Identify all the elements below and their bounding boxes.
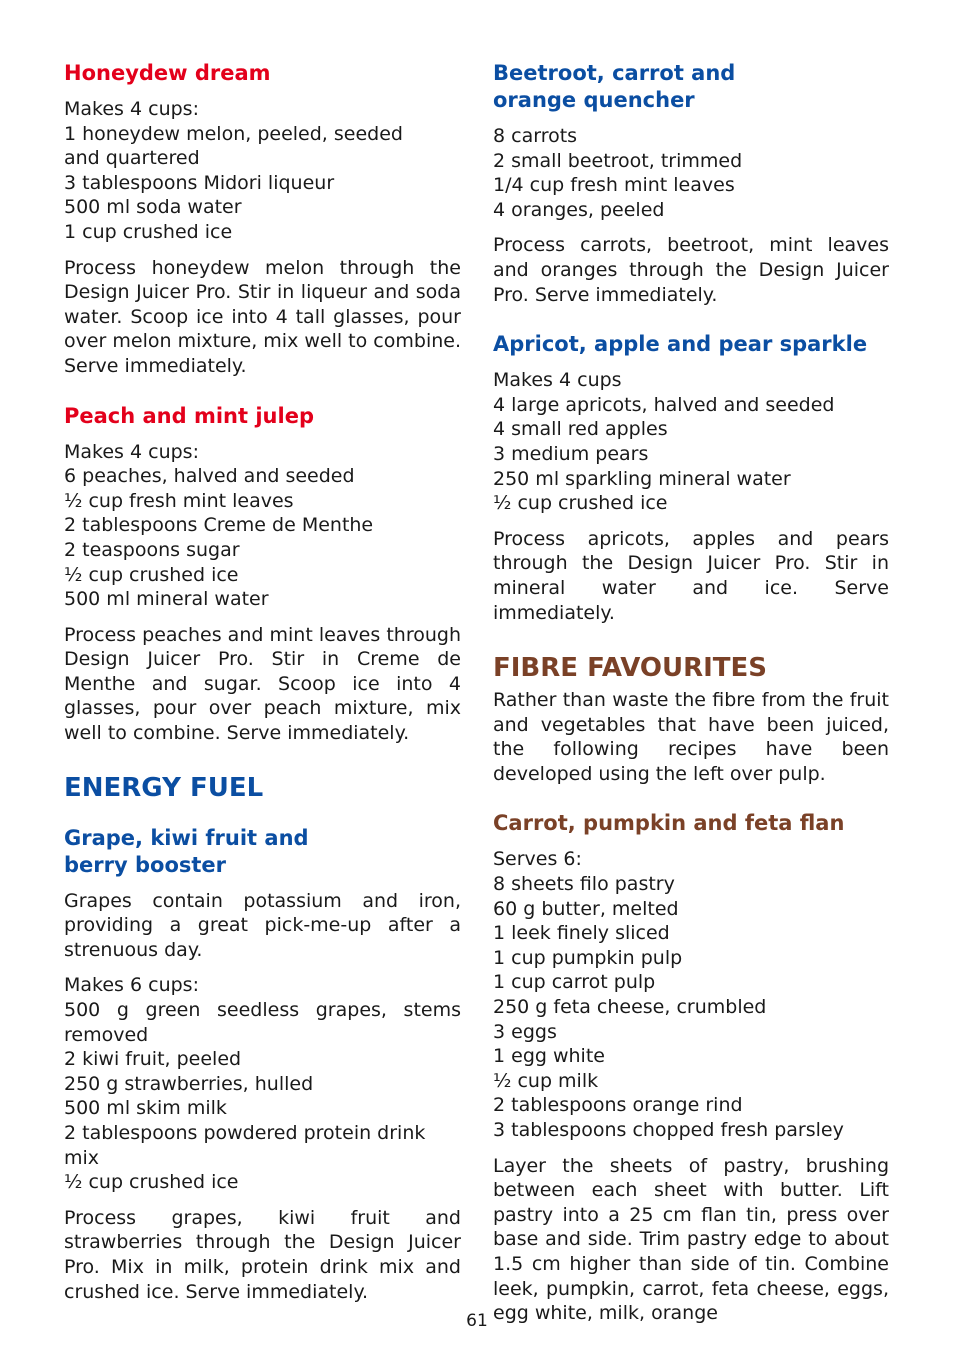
- ingredient-line: 500 ml skim milk: [64, 1097, 227, 1120]
- ingredient-line: Makes 6 cups:: [64, 974, 199, 997]
- ingredient-line: 2 tablespoons powdered protein drink mix: [64, 1122, 426, 1169]
- recipe-title-honeydew: Honeydew dream: [64, 61, 271, 85]
- ingredient-line: 500 ml mineral water: [64, 588, 269, 611]
- ingredient-line: 250 ml sparkling mineral water: [493, 467, 791, 490]
- recipe-title-grape: [64, 825, 461, 879]
- ingredient-line: 8 sheets filo pastry: [493, 873, 675, 896]
- ingredient-line: 2 teaspoons sugar: [64, 538, 240, 561]
- ingredients-apricot: [493, 368, 889, 516]
- intro-grape: Grapes contain potassium and iron, providing a great pick-me-up after a strenuous day.: [64, 889, 461, 961]
- ingredient-line: 1 leek finely sliced: [493, 922, 670, 945]
- ingredient-line: Serves 6:: [493, 848, 582, 871]
- ingredient-line: 6 peaches, halved and seeded: [64, 465, 355, 488]
- page-number: 61: [466, 1311, 488, 1331]
- ingredient-line: 3 tablespoons chopped fresh parsley: [493, 1119, 844, 1141]
- ingredient-line: 3 tablespoons Midori liqueur: [64, 171, 335, 194]
- ingredient-line: and quartered: [64, 147, 200, 170]
- recipe-title-apricot: Apricot, apple and pear sparkle: [493, 332, 868, 357]
- ingredient-line: ½ cup fresh mint leaves: [64, 489, 294, 512]
- method-grape: Process grapes, kiwi fruit and strawberries through the Design Juicer Pro. Mix in milk, protein drink mix and crushed ice. Serve immediately.: [64, 1206, 461, 1303]
- recipe-title-line: orange quencher: [493, 88, 695, 112]
- recipe-title-flan: Carrot, pumpkin and feta flan: [493, 811, 845, 836]
- recipe-title-beetroot: [493, 60, 889, 114]
- ingredient-line: 1 cup carrot pulp: [493, 971, 656, 994]
- ingredients-peach: [64, 440, 461, 612]
- ingredient-line: 2 kiwi fruit, peeled: [64, 1048, 242, 1071]
- ingredient-line: Makes 4 cups:: [64, 440, 199, 463]
- ingredient-line: 60 g butter, melted: [493, 897, 679, 920]
- method-peach: Process peaches and mint leaves through Design Juicer Pro. Stir in Creme de Menthe and sugar. Scoop ice into 4 glasses, pour over peach mixture, mix well to combine. Serve immediately.: [64, 623, 461, 745]
- method-flan: Layer the sheets of pastry, brushing between each sheet with butter. Lift pastry into a 25 cm flan tin, press over base and side. Trim pastry edge to about 1.5 cm higher than side of tin. Combine leek, pumpkin, carrot, feta cheese, eggs, egg white, milk, orange: [493, 1154, 889, 1325]
- ingredient-line: ½ cup crushed ice: [64, 563, 239, 586]
- ingredient-line: 500 ml soda water: [64, 196, 242, 219]
- right-column: [493, 60, 889, 1326]
- ingredient-line: ½ cup crushed ice: [64, 1171, 239, 1194]
- intro-fibre: Rather than waste the fibre from the fruit and vegetables that have been juiced, the following recipes have been developed using the left over pulp.: [493, 689, 889, 785]
- ingredient-line: 8 carrots: [493, 125, 578, 147]
- ingredient-line: 250 g strawberries, hulled: [64, 1072, 314, 1095]
- left-column: [64, 60, 461, 1304]
- recipe-title-line: Grape, kiwi fruit and: [64, 825, 309, 850]
- ingredient-line: 2 small beetroot, trimmed: [493, 149, 743, 172]
- ingredient-line: 1 cup crushed ice: [64, 220, 233, 243]
- method-apricot: Process apricots, apples and pears through the Design Juicer Pro. Stir in mineral water and ice. Serve immediately.: [493, 527, 889, 624]
- ingredient-line: 3 eggs: [493, 1020, 557, 1043]
- ingredient-line: 1 egg white: [493, 1045, 605, 1068]
- ingredient-line: 1 honeydew melon, peeled, seeded: [64, 122, 403, 145]
- ingredient-line: 1/4 cup fresh mint leaves: [493, 174, 735, 197]
- recipe-title-line: berry booster: [64, 852, 227, 877]
- ingredient-line: 3 medium pears: [493, 442, 649, 465]
- recipe-title-line: Beetroot, carrot and: [493, 61, 736, 85]
- ingredients-flan: [493, 847, 889, 1142]
- ingredient-line: ½ cup crushed ice: [493, 492, 668, 515]
- recipe-title-peach: Peach and mint julep: [64, 403, 314, 428]
- section-heading-energy-fuel: ENERGY FUEL: [64, 772, 264, 803]
- ingredients-grape: [64, 973, 461, 1194]
- ingredient-line: 2 tablespoons orange rind: [493, 1094, 743, 1117]
- ingredient-line: 4 small red apples: [493, 418, 668, 441]
- method-beetroot: Process carrots, beetroot, mint leaves and oranges through the Design Juicer Pro. Serve immediately.: [493, 234, 889, 306]
- method-honeydew: Process honeydew melon through the Design Juicer Pro. Stir in liqueur and soda water. Scoop ice into 4 tall glasses, pour over melon mixture, mix well to combine. Serve immediately.: [64, 256, 461, 377]
- ingredient-line: 4 oranges, peeled: [493, 198, 665, 221]
- ingredient-line: 500 g green seedless grapes, stems removed: [64, 999, 461, 1046]
- section-heading-fibre-favourites: FIBRE FAVOURITES: [493, 653, 768, 684]
- ingredient-line: Makes 4 cups: [493, 369, 622, 392]
- ingredient-line: Makes 4 cups:: [64, 98, 199, 120]
- ingredients-honeydew: [64, 97, 461, 245]
- ingredient-line: 4 large apricots, halved and seeded: [493, 393, 835, 416]
- ingredient-line: 250 g feta cheese, crumbled: [493, 996, 767, 1019]
- ingredients-beetroot: [493, 124, 889, 222]
- ingredient-line: 2 tablespoons Creme de Menthe: [64, 514, 374, 537]
- ingredient-line: ½ cup milk: [493, 1069, 599, 1092]
- ingredient-line: 1 cup pumpkin pulp: [493, 946, 683, 969]
